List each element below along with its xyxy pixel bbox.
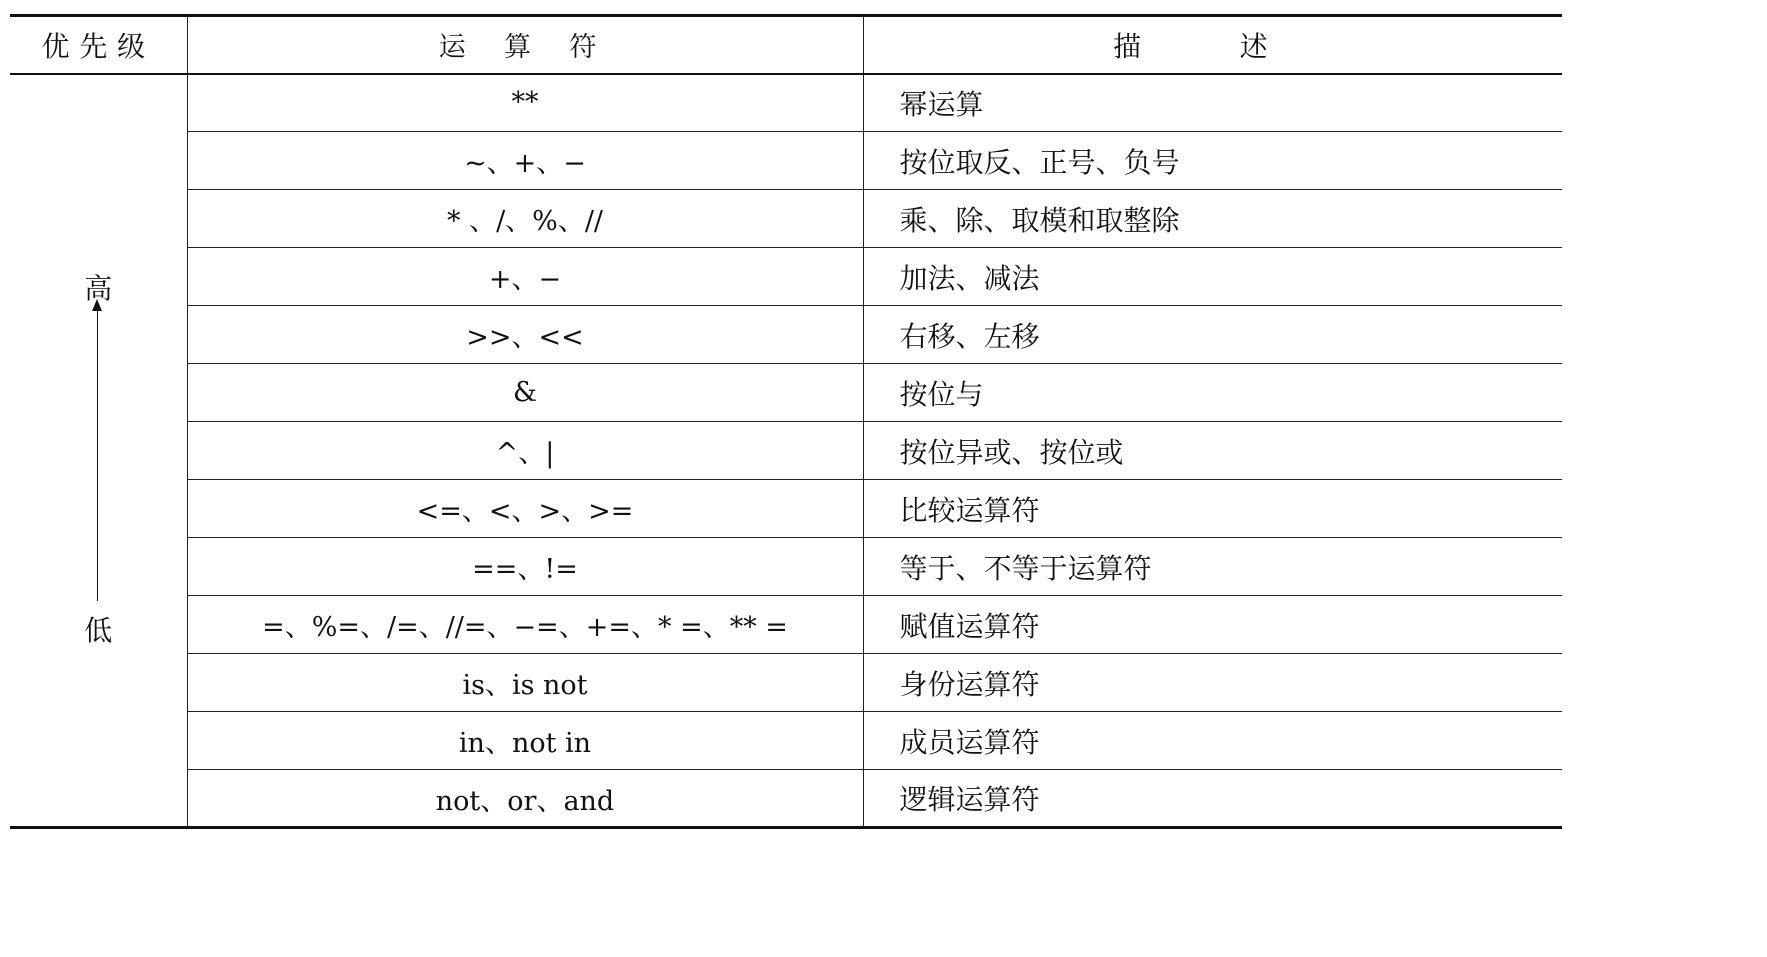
operator-cell: <=、<、>、>=: [187, 480, 863, 538]
table-row: [10, 248, 1562, 306]
description-cell: 比较运算符: [899, 493, 1040, 527]
description-cell: 加法、减法: [899, 261, 1040, 295]
description-cell: 逻辑运算符: [899, 783, 1040, 816]
header-priority: 优先级: [10, 16, 187, 74]
table-row: [10, 654, 1562, 712]
table-row: [10, 596, 1562, 654]
table-row: [10, 190, 1562, 248]
operator-cell: ==、!=: [187, 538, 863, 596]
operator-cell: not、or、and: [187, 770, 863, 828]
priority-arrow-line: [97, 307, 98, 601]
table-row: [10, 770, 1562, 828]
description-cell: 幂运算: [899, 87, 984, 121]
table-header-row: [10, 16, 1562, 74]
header-operator: 运 算 符: [187, 16, 863, 74]
priority-low-label: 低: [84, 613, 113, 647]
operator-cell: ~、+、−: [187, 132, 863, 190]
table-row: [10, 538, 1562, 596]
table-row: [10, 306, 1562, 364]
description-cell: 右移、左移: [899, 319, 1040, 353]
table-row: [10, 422, 1562, 480]
table-row: [10, 74, 1562, 132]
operator-cell: +、−: [187, 248, 863, 306]
description-cell: 赋值运算符: [899, 609, 1040, 643]
priority-column: [10, 74, 187, 828]
operator-cell: ^、|: [187, 422, 863, 480]
description-cell: 乘、除、取模和取整除: [899, 203, 1180, 237]
operator-cell: &: [187, 364, 863, 422]
table-row: [10, 712, 1562, 770]
description-cell: 成员运算符: [899, 725, 1040, 759]
table-row: [10, 480, 1562, 538]
table-row: [10, 364, 1562, 422]
description-cell: 按位异或、按位或: [899, 435, 1124, 469]
operator-cell: **: [187, 74, 863, 132]
description-cell: 等于、不等于运算符: [899, 551, 1152, 585]
operator-cell: is、is not: [187, 654, 863, 712]
description-cell: 按位与: [899, 377, 984, 411]
priority-high-label: 高: [84, 271, 113, 305]
header-description: 描 述: [1113, 29, 1313, 63]
description-cell: 按位取反、正号、负号: [899, 145, 1180, 179]
table-row: [10, 132, 1562, 190]
operator-cell: in、not in: [187, 712, 863, 770]
operator-precedence-table: [10, 14, 1562, 829]
operator-cell: =、%=、/=、//=、−=、+=、* =、** =: [187, 596, 863, 654]
operator-precedence-table-container: [10, 14, 1562, 829]
operator-cell: * 、/、%、//: [187, 190, 863, 248]
operator-cell: >>、<<: [187, 306, 863, 364]
description-cell: 身份运算符: [899, 667, 1040, 701]
